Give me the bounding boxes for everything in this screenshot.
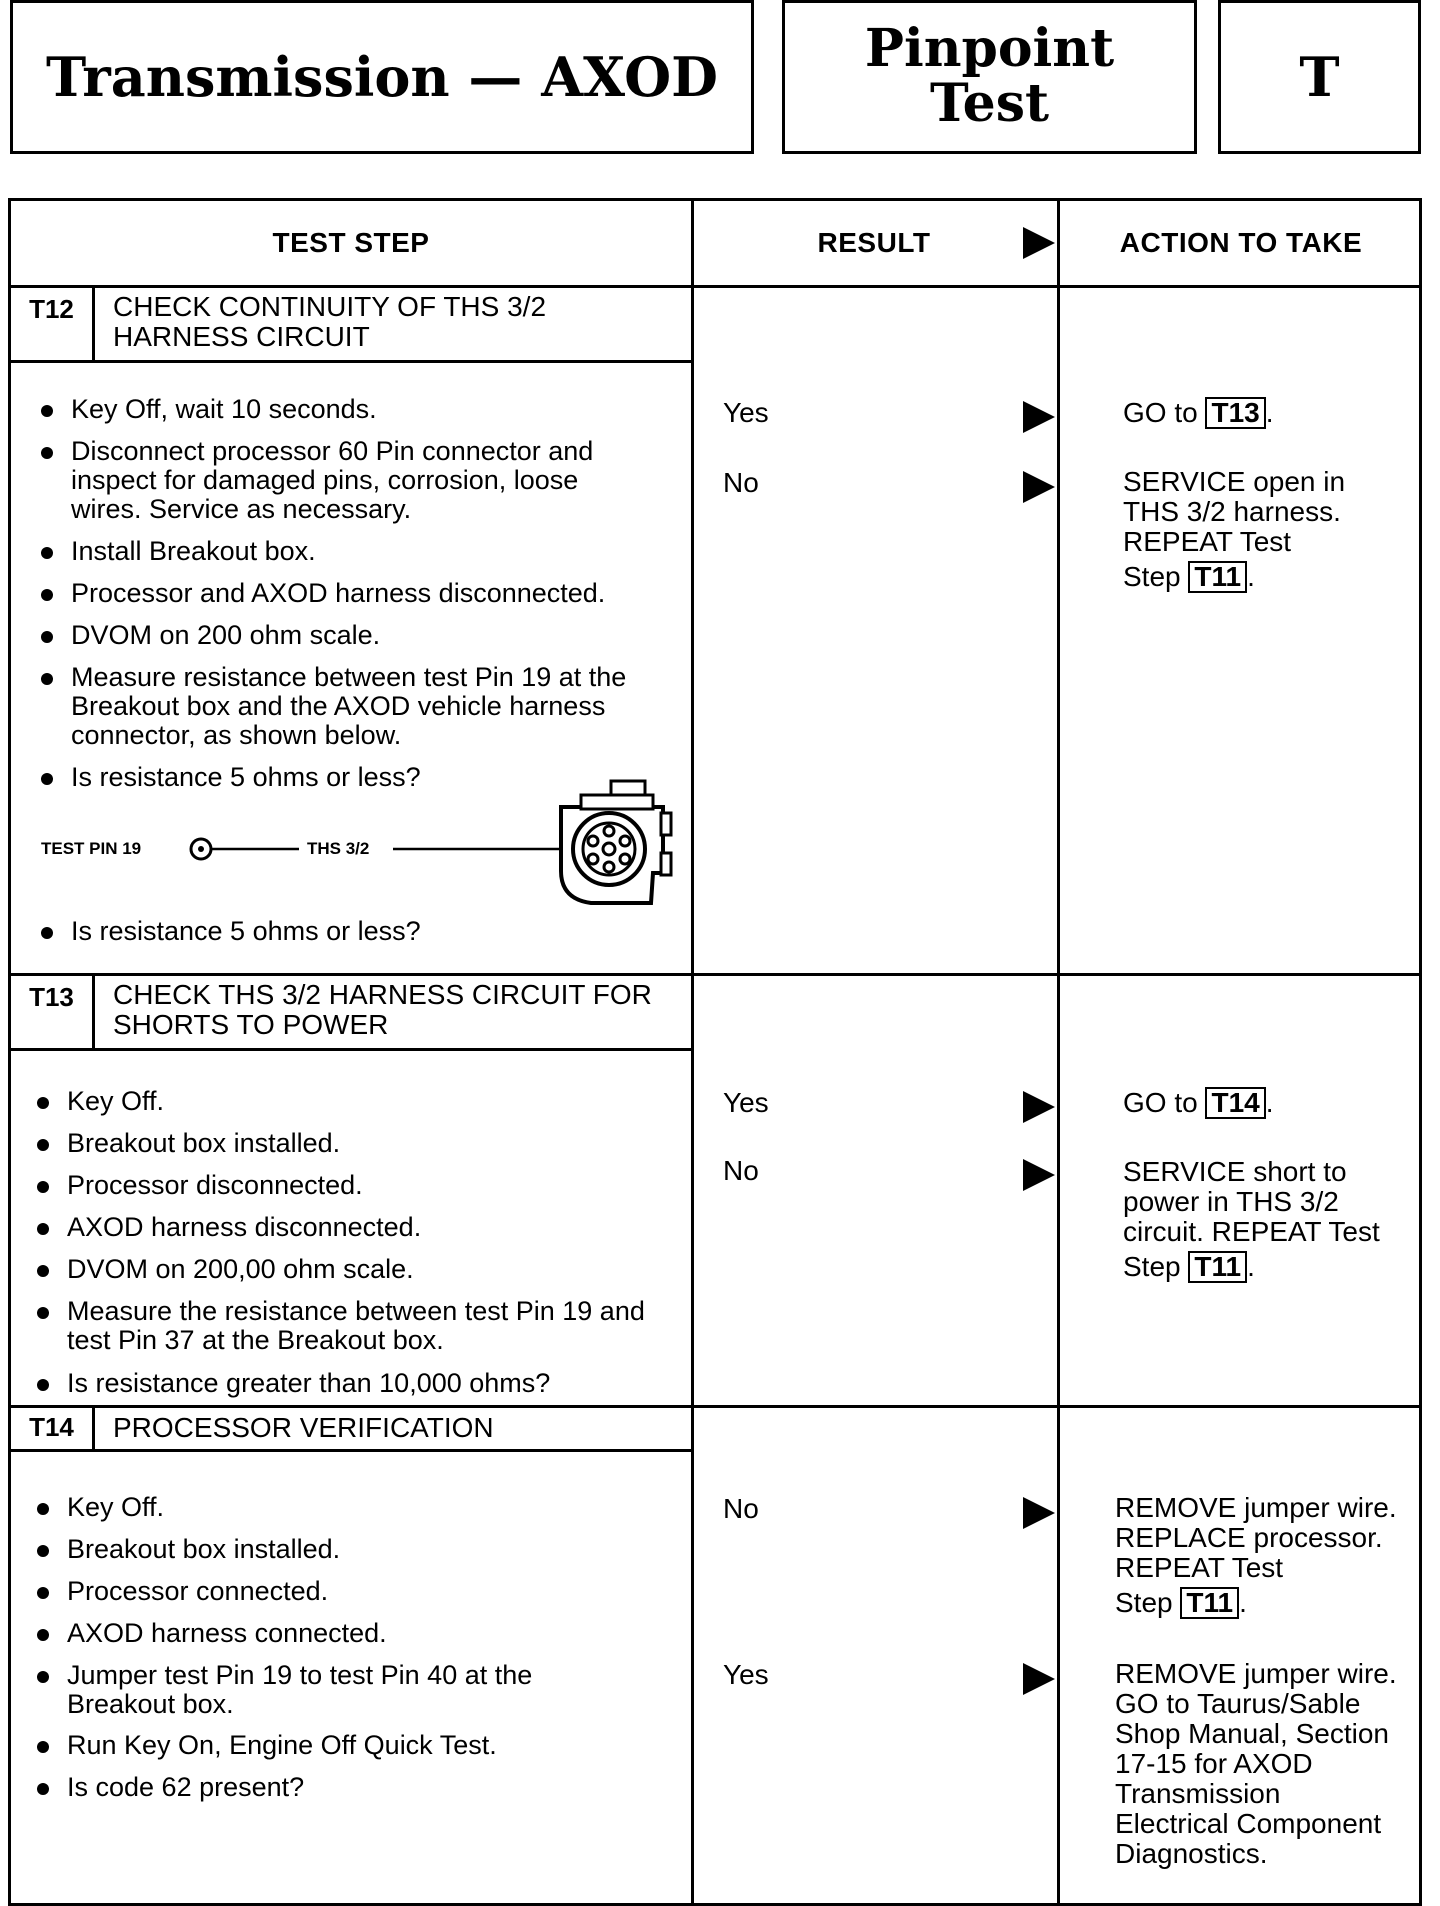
t14-result-yes: Yes: [723, 1659, 769, 1690]
bullet-item: Breakout box installed.: [37, 1535, 340, 1564]
step-title: CHECK THS 3/2 HARNESS CIRCUIT FOR SHORTS TO POWER: [113, 979, 652, 1040]
t12-result-no: No: [723, 467, 759, 498]
section-letter: T: [1218, 0, 1421, 154]
t12-action-no: SERVICE open in THS 3/2 harness. REPEAT Test Step T11 .: [1123, 466, 1346, 592]
bullet-item: Is resistance greater than 10,000 ohms?: [37, 1369, 550, 1398]
step-header-t14: [11, 1408, 691, 1452]
arrow-icon: [1023, 1663, 1055, 1695]
arrow-icon: [1023, 1091, 1055, 1123]
diagram-circuit-label: THS 3/2: [307, 839, 370, 858]
bullet-item: Processor and AXOD harness disconnected.: [41, 579, 605, 608]
header-action: ACTION TO TAKE: [1119, 227, 1363, 258]
bullet-item: Measure the resistance between test Pin 19 and test Pin 37 at the Breakout box.: [37, 1297, 645, 1355]
pinpoint-line1: Pinpoint: [864, 18, 1115, 80]
step-header-t12: [11, 288, 691, 363]
diagram-pin-label: TEST PIN 19: [41, 839, 142, 858]
column-divider-action: [1057, 201, 1060, 1903]
header-arrow-icon: [1023, 227, 1055, 259]
step-number: T12: [11, 288, 95, 360]
bullet-item: Measure resistance between test Pin 19 at the Breakout box and the AXOD vehicle harness connector, as shown below.: [41, 663, 626, 750]
column-divider-result: [691, 201, 694, 1903]
bullet-item: Is code 62 present?: [37, 1773, 304, 1802]
step-number: T14: [11, 1408, 95, 1449]
step-number: T13: [11, 976, 95, 1048]
t13-result-no: No: [723, 1155, 759, 1186]
step-ref-t13[interactable]: T13: [1205, 397, 1265, 429]
harness-connector-icon: [561, 781, 671, 903]
arrow-icon: [1023, 401, 1055, 433]
bullet-item: Disconnect processor 60 Pin connector and inspect for damaged pins, corrosion, loose wires. Service as necessary.: [41, 437, 593, 524]
arrow-icon: [1023, 471, 1055, 503]
header-result-label: RESULT: [817, 227, 931, 258]
bullet-item: AXOD harness connected.: [37, 1619, 387, 1648]
step-ref-t11[interactable]: T11: [1188, 1251, 1247, 1283]
t13-action-yes: GO to T14 .: [1123, 1087, 1274, 1118]
bullet-item: Processor connected.: [37, 1577, 328, 1606]
bullet-item: DVOM on 200,00 ohm scale.: [37, 1255, 414, 1284]
step-title: PROCESSOR VERIFICATION: [113, 1412, 494, 1443]
bullet-item: Breakout box installed.: [37, 1129, 340, 1158]
t14-action-no: REMOVE jumper wire. REPLACE processor. REPEAT Test Step T11 .: [1115, 1492, 1397, 1618]
step-ref-t11[interactable]: T11: [1180, 1587, 1239, 1619]
t12-action-yes: GO to T13 .: [1123, 397, 1274, 428]
step-header-t13: [11, 976, 691, 1051]
arrow-icon: [1023, 1159, 1055, 1191]
bullet-item: Run Key On, Engine Off Quick Test.: [37, 1731, 497, 1760]
bullet-item: Key Off.: [37, 1087, 164, 1116]
bullet-item: Processor disconnected.: [37, 1171, 363, 1200]
t14-result-no: No: [723, 1493, 759, 1524]
bullet-item: Is resistance 5 ohms or less?: [41, 917, 421, 946]
t14-action-yes: REMOVE jumper wire. GO to Taurus/Sable Shop Manual, Section 17-15 for AXOD Transmission Electrical Component Diagnostics.: [1115, 1658, 1397, 1869]
bullet-item: Key Off, wait 10 seconds.: [41, 395, 377, 424]
page-title: Transmission — AXOD: [10, 0, 754, 154]
header-result: [694, 201, 1054, 285]
bullet-item: Is resistance 5 ohms or less?: [41, 763, 421, 792]
bullet-item: DVOM on 200 ohm scale.: [41, 621, 380, 650]
t12-result-yes: Yes: [723, 397, 769, 428]
bullet-item: Key Off.: [37, 1493, 164, 1522]
t13-result-yes: Yes: [723, 1087, 769, 1118]
pinpoint-test-label: [782, 0, 1197, 154]
bullet-item: AXOD harness disconnected.: [37, 1213, 421, 1242]
arrow-icon: [1023, 1497, 1055, 1529]
step-ref-t14[interactable]: T14: [1205, 1087, 1265, 1119]
bullet-item: Jumper test Pin 19 to test Pin 40 at the Breakout box.: [37, 1661, 532, 1719]
pinpoint-test-table: [8, 198, 1422, 1906]
t13-action-no: SERVICE short to power in THS 3/2 circuit. REPEAT Test Step T11 .: [1123, 1156, 1380, 1282]
step-title: CHECK CONTINUITY OF THS 3/2 HARNESS CIRCUIT: [113, 291, 547, 352]
bullet-item: Install Breakout box.: [41, 537, 316, 566]
step-ref-t11[interactable]: T11: [1188, 561, 1247, 593]
pinpoint-line2: Test: [929, 73, 1050, 134]
header-test-step: TEST STEP: [272, 227, 430, 258]
connector-diagram: [181, 771, 681, 911]
